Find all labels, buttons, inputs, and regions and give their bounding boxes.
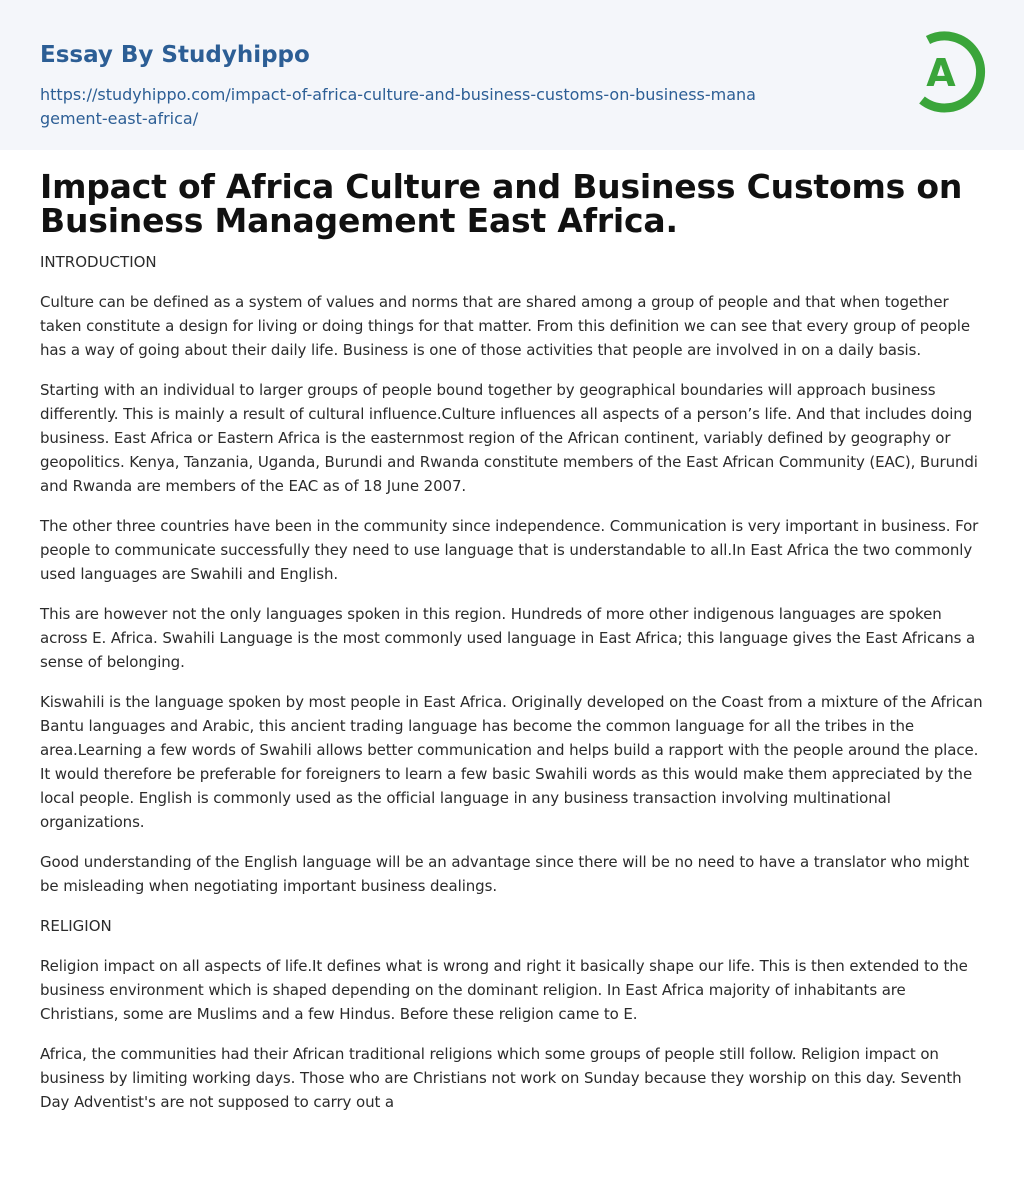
article-title: Impact of Africa Culture and Business Customs on Business Management East Africa. xyxy=(40,167,963,240)
paragraph: Kiswahili is the language spoken by most people in East Africa. Originally developed on the Coast from a mixture of the African Bantu languages and Arabic, this ancient trading language has become the common language for all the tribes in the area.Learning a few words of Swahili allows better communication and helps build a rapport with the people around the place. It would therefore be preferable for foreigners to learn a few basic Swahili words as this would make them appreciated by the local people. English is commonly used as the official language in any business transaction involving multinational organizations. xyxy=(40,693,983,831)
article-body xyxy=(40,250,984,1114)
article xyxy=(0,150,1024,1114)
paragraph: Africa, the communities had their African traditional religions which some groups of people still follow. Religion impact on business by limiting working days. Those who are Christians not work on Sunday because they worship on this day. Seventh Day Adventist's are not supposed to carry out a xyxy=(40,1045,962,1111)
section-heading: INTRODUCTION xyxy=(40,253,157,271)
paragraph: This are however not the only languages spoken in this region. Hundreds of more other indigenous languages are spoken across E. Africa. Swahili Language is the most commonly used language in East Africa; this language gives the East Africans a sense of belonging. xyxy=(40,605,976,671)
studyhippo-logo-icon[interactable] xyxy=(908,28,988,116)
paragraph: Religion impact on all aspects of life.It defines what is wrong and right it basically shape our life. This is then extended to the business environment which is shaped depending on the dominant religion. In East Africa majority of inhabitants are Christians, some are Muslims and a few Hindus. Before these religion came to E. xyxy=(40,957,968,1023)
logo-letter: A xyxy=(926,51,956,95)
paragraph: Starting with an individual to larger groups of people bound together by geographical boundaries will approach business differently. This is mainly a result of cultural influence.Culture influences all aspects of a person’s life. And that includes doing business. East Africa or Eastern Africa is the easternmost region of the African continent, variably defined by geography or geopolitics. Kenya, Tanzania, Uganda, Burundi and Rwanda constitute members of the East African Community (EAC), Burundi and Rwanda are members of the EAC as of 18 June 2007. xyxy=(40,381,978,495)
paragraph: The other three countries have been in the community since independence. Communication is very important in business. For people to communicate successfully they need to use language that is understandable to all.In East Africa the two commonly used languages are Swahili and English. xyxy=(40,517,979,583)
brand-title[interactable]: Essay By Studyhippo xyxy=(40,42,310,68)
paragraph: Good understanding of the English language will be an advantage since there will be no need to have a translator who might be misleading when negotiating important business dealings. xyxy=(40,853,970,895)
source-url-link[interactable]: https://studyhippo.com/impact-of-africa-culture-and-business-customs-on-business-management-east-africa/ xyxy=(40,85,756,128)
site-header xyxy=(0,0,1024,150)
section-heading: RELIGION xyxy=(40,917,112,935)
paragraph: Culture can be defined as a system of values and norms that are shared among a group of people and that when together taken constitute a design for living or doing things for that matter. From this definition we can see that every group of people has a way of going about their daily life. Business is one of those activities that people are involved in on a daily basis. xyxy=(40,293,970,359)
